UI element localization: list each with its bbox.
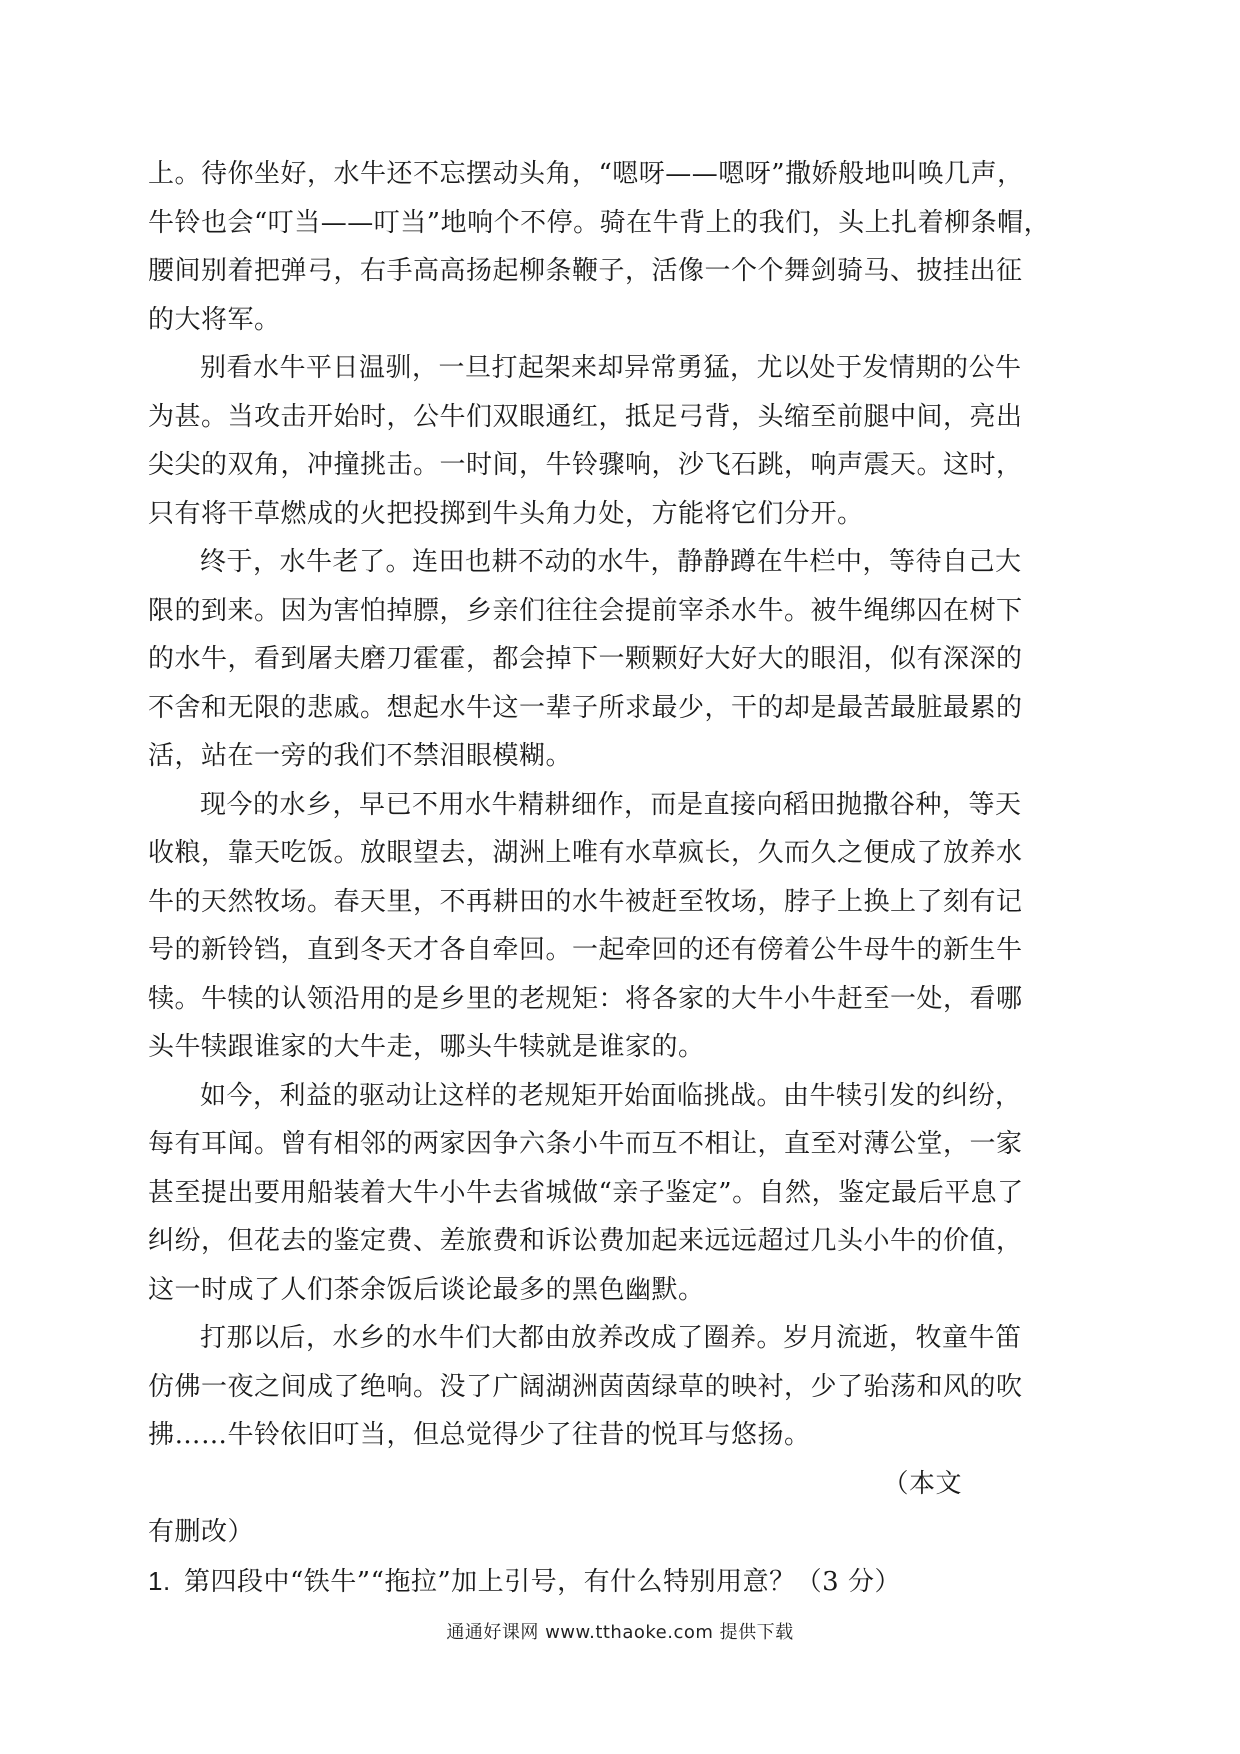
- text-line: 仿佛一夜之间成了绝响。没了广阔湖洲茵茵绿草的映衬，少了骀荡和风的吹: [148, 1371, 1023, 1402]
- text-line: 头牛犊跟谁家的大牛走，哪头牛犊就是谁家的。: [148, 1032, 705, 1062]
- paragraph-start-line: 别看水牛平日温驯，一旦打起架来却异常勇猛，尤以处于发情期的公牛: [200, 353, 1022, 383]
- text-line: 不舍和无限的悲戚。想起水牛这一辈子所求最少，干的却是最苦最脏最累的: [148, 692, 1023, 723]
- text-line: 只有将干草燃成的火把投掷到牛头角力处，方能将它们分开。: [148, 498, 864, 529]
- page-footer: 通通好课网 www.tthaoke.com 提供下载: [446, 1622, 794, 1643]
- text-line: 这一时成了人们茶余饭后谈论最多的黑色幽默。: [148, 1274, 705, 1305]
- text-line: 拂……牛铃依旧叮当，但总觉得少了往昔的悦耳与悠扬。: [148, 1420, 811, 1450]
- question-text: 第四段中“铁牛”“拖拉”加上引号，有什么特别用意？（3 分）: [184, 1566, 901, 1597]
- text-line: 纠纷，但花去的鉴定费、差旅费和诉讼费加起来远远超过几头小牛的价值，: [148, 1226, 1023, 1256]
- text-line: 为甚。当攻击开始时，公牛们双眼通红，抵足弓背，头缩至前腿中间，亮出: [148, 401, 1023, 432]
- text-line: 的大将军。: [148, 304, 281, 335]
- text-line: 犊。牛犊的认领沿用的是乡里的老规矩：将各家的大牛小牛赶至一处，看哪: [148, 983, 1023, 1014]
- paragraph-start-line: 打那以后，水乡的水牛们大都由放养改成了圈养。岁月流逝，牧童牛笛: [200, 1323, 1022, 1353]
- article-body: [148, 150, 1051, 1605]
- text-line: 的水牛，看到屠夫磨刀霍霍，都会掉下一颗颗好大好大的眼泪，似有深深的: [148, 644, 1023, 674]
- source-note-continued: 有删改）: [148, 1517, 255, 1547]
- text-line: 尖尖的双角，冲撞挑击。一时间，牛铃骤响，沙飞石跳，响声震天。这时，: [148, 450, 1023, 480]
- question-item: [148, 1557, 968, 1606]
- question-number: 1.: [148, 1565, 171, 1596]
- paragraph-start-line: 现今的水乡，早已不用水牛精耕细作，而是直接向稻田抛撒谷种，等天: [200, 789, 1022, 820]
- text-line: 每有耳闻。曾有相邻的两家因争六条小牛而互不相让，直至对薄公堂，一家: [148, 1129, 1023, 1159]
- paragraph-start-line: 终于，水牛老了。连田也耕不动的水牛，静静蹲在牛栏中，等待自己大: [200, 547, 1022, 577]
- text-line: 腰间别着把弹弓，右手高高扬起柳条鞭子，活像一个个舞剑骑马、披挂出征: [148, 256, 1023, 286]
- text-line: 限的到来。因为害怕掉膘，乡亲们往往会提前宰杀水牛。被牛绳绑囚在树下: [148, 595, 1023, 626]
- text-line: 上。待你坐好，水牛还不忘摆动头角，“嗯呀——嗯呀”撒娇般地叫唤几声，: [148, 159, 1024, 189]
- text-line: 牛的天然牧场。春天里，不再耕田的水牛被赶至牧场，脖子上换上了刻有记: [148, 886, 1023, 917]
- paragraph-start-line: 如今，利益的驱动让这样的老规矩开始面临挑战。由牛犊引发的纠纷，: [200, 1080, 1022, 1111]
- text-line: 活，站在一旁的我们不禁泪眼模糊。: [148, 741, 573, 771]
- text-line: 牛铃也会“叮当——叮当”地响个不停。骑在牛背上的我们，头上扎着柳条帽，: [148, 207, 1051, 238]
- text-line: 收粮，靠天吃饭。放眼望去，湖洲上唯有水草疯长，久而久之便成了放养水: [148, 838, 1023, 868]
- text-line: 号的新铃铛，直到冬天才各自牵回。一起牵回的还有傍着公牛母牛的新生牛: [148, 935, 1023, 965]
- text-line: 甚至提出要用船装着大牛小牛去省城做“亲子鉴定”。自然，鉴定最后平息了: [148, 1177, 1024, 1208]
- source-note: （本文: [882, 1468, 962, 1499]
